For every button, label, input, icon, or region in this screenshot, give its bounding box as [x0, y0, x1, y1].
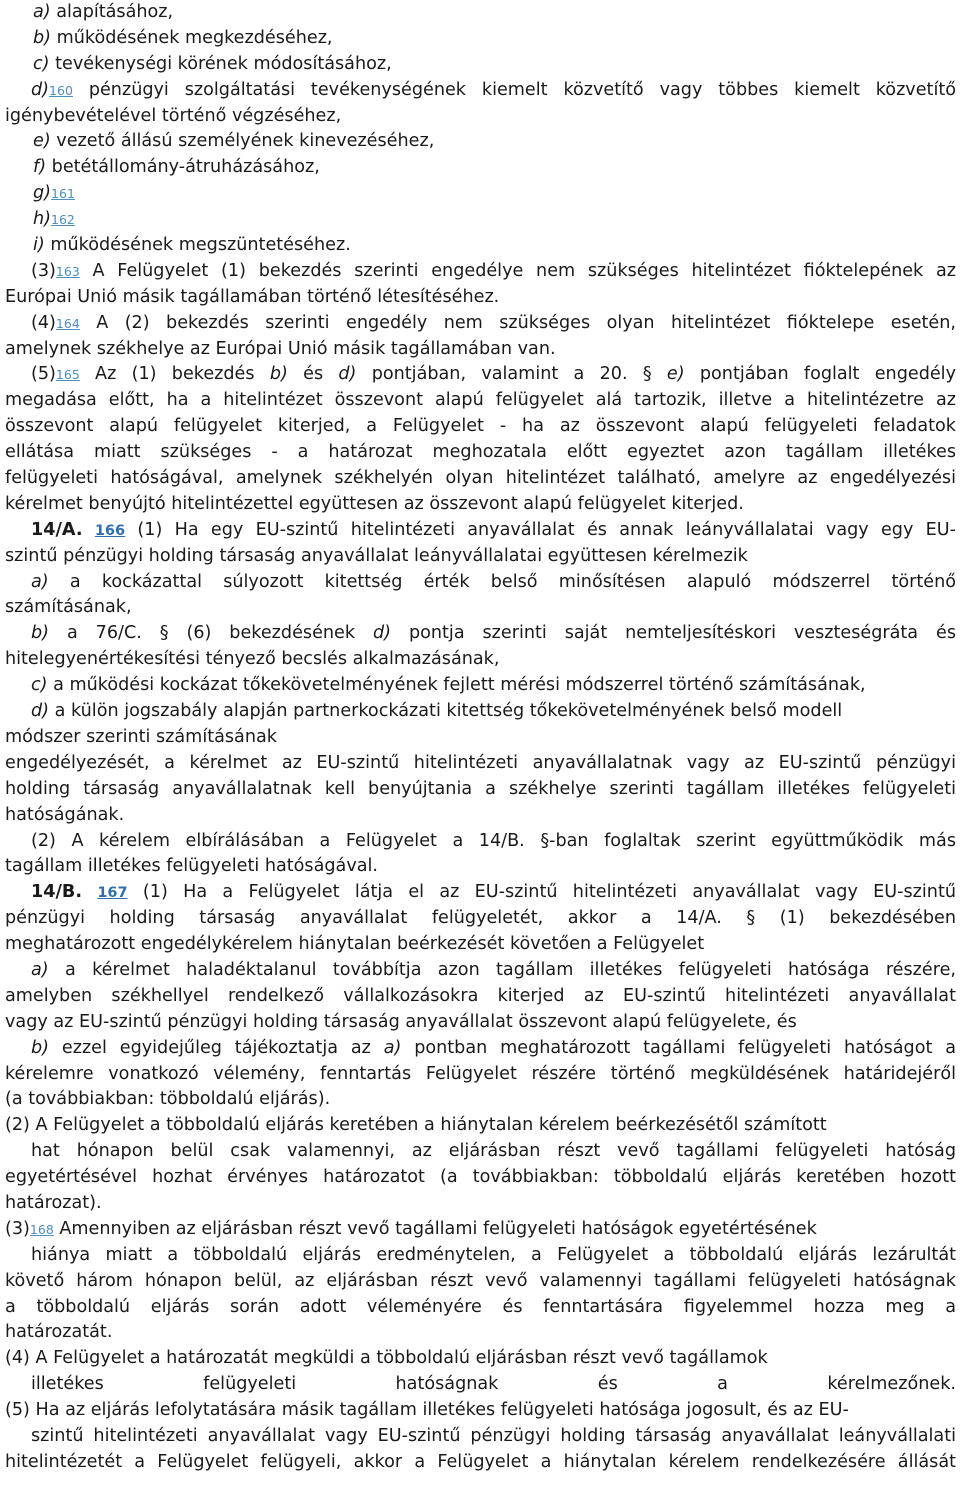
footnote-link[interactable]: 162	[51, 212, 75, 228]
text-line	[5, 0, 956, 26]
text-span: meghatározott engedélykérelem hiánytalan beérkezését követően a Felügyelet	[5, 934, 705, 955]
text-line	[5, 1217, 956, 1243]
text-line	[5, 1062, 956, 1088]
text-line	[5, 1087, 956, 1113]
text-span: a 76/C. § (6) bekezdésének	[49, 623, 373, 644]
text-span: engedélyezését, a kérelmet az EU-szintű hitelintézeti anyavállalatnak vagy az EU-szintű pénzügyi	[5, 752, 956, 773]
text-line	[5, 803, 956, 829]
point-letter: a)	[33, 2, 51, 22]
footnote-link[interactable]: 168	[29, 1221, 54, 1237]
text-span: igénybevételével történő végzéséhez,	[5, 105, 342, 126]
text-line	[5, 52, 956, 78]
point-letter: a)	[31, 959, 49, 980]
text-line	[5, 311, 956, 337]
text-span: betétállomány-átruházásához,	[46, 157, 320, 178]
text-line	[5, 906, 956, 932]
text-span: tevékenységi körének módosításához,	[49, 53, 392, 74]
text-line	[5, 984, 956, 1010]
text-line	[5, 1010, 956, 1036]
text-line	[5, 958, 956, 984]
point-letter: b)	[33, 27, 52, 48]
text-span: A Felügyelet (1) bekezdés szerinti engedélye nem szükséges hitelintézet fióktelepének az	[79, 260, 956, 281]
point-letter: b)	[31, 1037, 50, 1058]
text-line	[5, 725, 956, 751]
text-span: a működési kockázat tőkekövetelményének fejlett mérési módszerrel történő számításának,	[47, 675, 866, 696]
text-line	[5, 1036, 956, 1062]
text-span: a kérelmet haladéktalanul továbbítja azon tagállam illetékes felügyeleti hatósága részére,	[48, 959, 956, 980]
text-span: illetékes felügyeleti hatóságnak és a kérelmezőnek.	[31, 1374, 956, 1395]
text-line	[5, 777, 956, 803]
text-span: szintű hitelintézeti anyavállalat vagy EU-szintű pénzügyi holding társaság anyavállalat leányvállalati	[31, 1425, 956, 1446]
text-span: kérelemre vonatkozó vélemény, fenntartás Felügyelet részére történő megküldésének határidejéről	[5, 1063, 956, 1084]
text-line	[5, 207, 956, 233]
text-span: Az (1) bekezdés	[79, 364, 270, 385]
text-span: a kockázattal súlyozott kitettség érték belső minősítésen alapuló módszerrel történő	[48, 571, 956, 592]
text-span: amelyben székhellyel rendelkező vállalkozásokra kiterjed az EU-szintű hitelintézeti anyavállalat	[5, 985, 956, 1006]
text-span: szintű pénzügyi holding társaság anyavállalat leányvállalatai együttesen kérelmezik	[5, 545, 748, 566]
paragraph-number: (3)	[31, 260, 56, 281]
text-span: hatóságának.	[5, 804, 125, 825]
paragraph-number: (3)	[5, 1218, 30, 1239]
text-span: hiánya miatt a többoldalú eljárás eredménytelen, a Felügyelet a többoldalú eljárás lezárultát	[31, 1244, 956, 1265]
text-span: hat hónapon belül csak valamennyi, az eljárásban részt vevő tagállami felügyeleti hatóság	[31, 1141, 956, 1162]
text-span: a többoldalú eljárás során adott véleményére és fenntartására figyelemmel hozza meg a	[5, 1296, 956, 1317]
document-body	[5, 0, 956, 1476]
point-reference: d)	[338, 364, 357, 385]
text-line	[5, 155, 956, 181]
text-span: (4) A Felügyelet a határozatát megküldi a többoldalú eljárásban részt vevő tagállamok	[5, 1348, 768, 1369]
text-span: (5) Ha az eljárás lefolytatására másik tagállam illetékes felügyeleti hatósága jogosult, és az EU-	[5, 1400, 849, 1421]
text-line	[5, 129, 956, 155]
point-reference: e)	[666, 364, 685, 385]
text-line	[5, 1424, 956, 1450]
text-span: (2) A Felügyelet a többoldalú eljárás keretében a hiánytalan kérelem beérkezésétől számított	[5, 1115, 827, 1136]
text-line	[5, 337, 956, 363]
text-line	[5, 362, 956, 388]
text-span: megadása előtt, ha a hitelintézet összevont alapú felügyelet alá tartozik, illetve a hitelintézetre az	[5, 390, 956, 411]
text-span: hitelegyenértékesítési tényező becslés alkalmazásának,	[5, 649, 500, 670]
text-line	[5, 880, 956, 906]
text-line	[5, 26, 956, 52]
paragraph-number: (5)	[31, 364, 56, 385]
text-line	[5, 466, 956, 492]
text-span: Amennyiben az eljárásban részt vevő tagállami felügyeleti hatóságok egyetértésének	[53, 1218, 817, 1239]
text-line	[5, 78, 956, 104]
text-line	[5, 259, 956, 285]
text-span: összevont alapú felügyelet kiterjed, a Felügyelet - ha az összevont alapú felügyeleti feladatok	[5, 416, 956, 437]
text-span: határozatát.	[5, 1322, 113, 1343]
text-span: pénzügyi holding társaság anyavállalat felügyeletét, akkor a 14/A. § (1) bekezdésében	[5, 908, 956, 929]
text-span: holding társaság anyavállalatnak kell benyújtania a székhelye szerinti tagállam illetékes felügyeleti	[5, 778, 956, 799]
point-letter: d)	[31, 701, 50, 722]
text-span: a külön jogszabály alapján partnerkockázati kitettség tőkekövetelményének belső modell	[49, 701, 843, 722]
section-number: 14/A.	[31, 519, 83, 540]
point-letter: h)	[33, 209, 52, 230]
text-span: pontban meghatározott tagállami felügyeleti hatóságot a	[401, 1037, 956, 1058]
text-span: pontjában foglalt engedély	[684, 364, 956, 385]
text-line	[5, 492, 956, 518]
text-line	[5, 829, 956, 855]
point-reference: a)	[383, 1037, 402, 1058]
text-span: pontja szerinti saját nemteljesítéskori veszteségráta és	[391, 623, 956, 644]
text-line	[5, 104, 956, 130]
point-letter: f)	[33, 157, 47, 178]
text-span: hitelintézetét a Felügyelet felügyeli, akkor a Felügyelet a hiánytalan kérelem rendelkezésére állását	[5, 1451, 956, 1472]
text-line	[5, 440, 956, 466]
point-letter: e)	[33, 131, 51, 152]
text-line	[5, 570, 956, 596]
footnote-link[interactable]: 165	[55, 367, 80, 383]
text-line	[5, 595, 956, 621]
text-line	[5, 1139, 956, 1165]
text-span: A (2) bekezdés szerinti engedély nem szükséges olyan hitelintézet fióktelepe esetén,	[79, 312, 956, 333]
text-line	[5, 388, 956, 414]
paragraph-number: (4)	[31, 312, 56, 333]
point-letter: g)	[33, 183, 52, 204]
footnote-link[interactable]: 166	[94, 522, 126, 539]
text-span: kérelmet benyújtó hitelintézettel együttesen az összevont alapú felügyelet kiterjed.	[5, 493, 744, 514]
text-span: (2) A kérelem elbírálásában a Felügyelet a 14/B. §-ban foglaltak szerint együttműködik más	[31, 830, 956, 851]
text-line	[5, 1165, 956, 1191]
text-line	[5, 1243, 956, 1269]
text-span: pontjában, valamint a 20. §	[356, 364, 667, 385]
text-span: ellátása miatt szükséges - a határozat meghozatala előtt egyeztet azon tagállam illetékes	[5, 442, 956, 463]
point-letter: b)	[31, 623, 50, 644]
footnote-link[interactable]: 160	[49, 82, 73, 98]
text-span: és	[287, 364, 339, 385]
point-letter: i)	[33, 235, 45, 256]
text-span: határozat).	[5, 1192, 102, 1213]
text-span: ezzel egyidejűleg tájékoztatja az	[49, 1037, 384, 1058]
text-span: működésének megkezdéséhez,	[51, 27, 333, 48]
footnote-link[interactable]: 161	[51, 186, 75, 202]
text-line	[5, 751, 956, 777]
text-line	[5, 414, 956, 440]
text-span: tagállam illetékes felügyeleti hatóságával.	[5, 856, 378, 877]
text-line	[5, 233, 956, 259]
text-line	[5, 1295, 956, 1321]
text-line	[5, 673, 956, 699]
text-span: amelynek székhelye az Európai Unió másik tagállamában van.	[5, 338, 556, 359]
text-span: Európai Unió másik tagállamában történő létesítéséhez.	[5, 286, 500, 307]
text-line	[5, 181, 956, 207]
text-line	[5, 518, 956, 544]
text-span: (1) Ha egy EU-szintű hitelintézeti anyavállalat és annak leányvállalatai vagy egy EU-	[125, 519, 957, 540]
text-line	[5, 1372, 956, 1398]
text-line	[5, 621, 956, 647]
text-span: pénzügyi szolgáltatási tevékenységének kiemelt közvetítő vagy többes kiemelt közvetítő	[72, 79, 956, 100]
text-span: (1) Ha a Felügyelet látja el az EU-szintű hitelintézeti anyavállalat vagy EU-szintű	[127, 882, 956, 903]
text-line	[5, 1113, 956, 1139]
text-span: számításának,	[5, 597, 132, 618]
text-line	[5, 1450, 956, 1476]
footnote-link[interactable]: 163	[55, 263, 80, 279]
point-letter: d)	[31, 79, 50, 100]
text-span: felügyeleti hatóságával, amelynek székhelyén olyan hitelintézet található, amelyre az engedélyezési	[5, 468, 956, 489]
section-number: 14/B.	[31, 882, 83, 903]
text-line	[5, 1191, 956, 1217]
text-span: vagy az EU-szintű pénzügyi holding társaság anyavállalat összevont alapú felügyelete, és	[5, 1011, 797, 1032]
text-span: vezető állású személyének kinevezéséhez,	[50, 131, 435, 152]
text-span: követő három hónapon belül, az eljárásban részt vevő valamennyi tagállami felügyeleti hatóságnak	[5, 1270, 956, 1291]
text-line	[5, 285, 956, 311]
text-line	[5, 932, 956, 958]
point-letter: c)	[33, 53, 50, 74]
point-reference: b)	[269, 364, 288, 385]
point-letter: c)	[31, 675, 48, 696]
footnote-link[interactable]: 164	[55, 315, 80, 331]
text-line	[5, 699, 956, 725]
text-line	[5, 1320, 956, 1346]
text-span: módszer szerinti számításának	[5, 726, 277, 747]
text-span: alapításához,	[50, 2, 174, 22]
point-reference: d)	[372, 623, 392, 644]
point-letter: a)	[31, 571, 49, 592]
text-line	[5, 854, 956, 880]
text-line	[5, 544, 956, 570]
text-span: egyetértésével hozhat érvényes határozatot (a továbbiakban: többoldalú eljárás keretében hozott	[5, 1167, 956, 1188]
text-line	[5, 1398, 956, 1424]
text-span: működésének megszüntetéséhez.	[44, 235, 351, 256]
footnote-link[interactable]: 167	[97, 885, 128, 902]
text-line	[5, 1269, 956, 1295]
text-span: (a továbbiakban: többoldalú eljárás).	[5, 1089, 331, 1110]
text-line	[5, 647, 956, 673]
text-line	[5, 1346, 956, 1372]
